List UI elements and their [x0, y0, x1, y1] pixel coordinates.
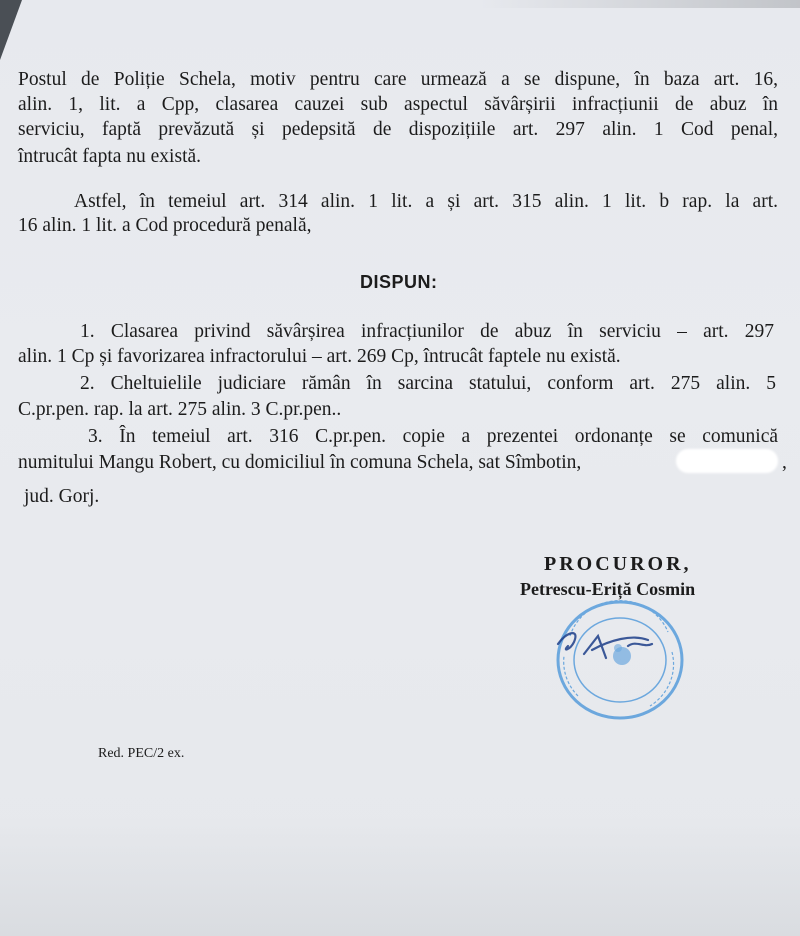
document-reference: Red. PEC/2 ex.	[98, 746, 185, 761]
paragraph-2-line-1: Astfel, în temeiul art. 314 alin. 1 lit. a și art. 315 alin. 1 lit. b rap. la art.	[74, 191, 778, 212]
paragraph-1-line-3: serviciu, faptă prevăzută și pedepsită de dispozițiile art. 297 alin. 1 Cod penal,	[18, 119, 778, 140]
item-1-line-2: alin. 1 Cp și favorizarea infractorului – art. 269 Cp, întrucât faptele nu există.	[18, 346, 621, 367]
item-3-line-2-comma: ,	[782, 452, 787, 473]
dispun-heading: DISPUN:	[360, 272, 438, 292]
paragraph-1-line-2: alin. 1, lit. a Cpp, clasarea cauzei sub aspectul săvârșirii infracțiunii de abuz în	[18, 94, 778, 115]
paragraph-1-line-1: Postul de Poliție Schela, motiv pentru care urmează a se dispune, în baza art. 16,	[18, 69, 778, 90]
paper-edge-shadow	[0, 0, 800, 8]
item-1-line-1: 1. Clasarea privind săvârșirea infracțiunilor de abuz în serviciu – art. 297	[80, 321, 774, 342]
prosecutor-name: Petrescu-Eriță Cosmin	[520, 579, 696, 599]
paragraph-2-line-2: 16 alin. 1 lit. a Cod procedură penală,	[18, 215, 312, 236]
paragraph-1-line-4: întrucât fapta nu există.	[18, 146, 202, 167]
item-3-line-1: 3. În temeiul art. 316 C.pr.pen. copie a prezentei ordonanțe se comunică	[88, 426, 778, 447]
item-2-line-2: C.pr.pen. rap. la art. 275 alin. 3 C.pr.pen..	[18, 399, 342, 420]
redacted-address	[676, 449, 778, 473]
prosecutor-title: PROCUROR,	[544, 553, 692, 575]
item-3-line-2: numitului Mangu Robert, cu domiciliul în comuna Schela, sat Sîmbotin,	[18, 452, 582, 473]
paper-bottom-shading	[0, 816, 800, 936]
item-2-line-1: 2. Cheltuielile judiciare rămân în sarcina statului, conform art. 275 alin. 5	[80, 373, 776, 394]
item-3-line-3: jud. Gorj.	[24, 486, 100, 507]
official-stamp-with-signature	[540, 596, 690, 726]
desk-corner	[0, 0, 22, 60]
